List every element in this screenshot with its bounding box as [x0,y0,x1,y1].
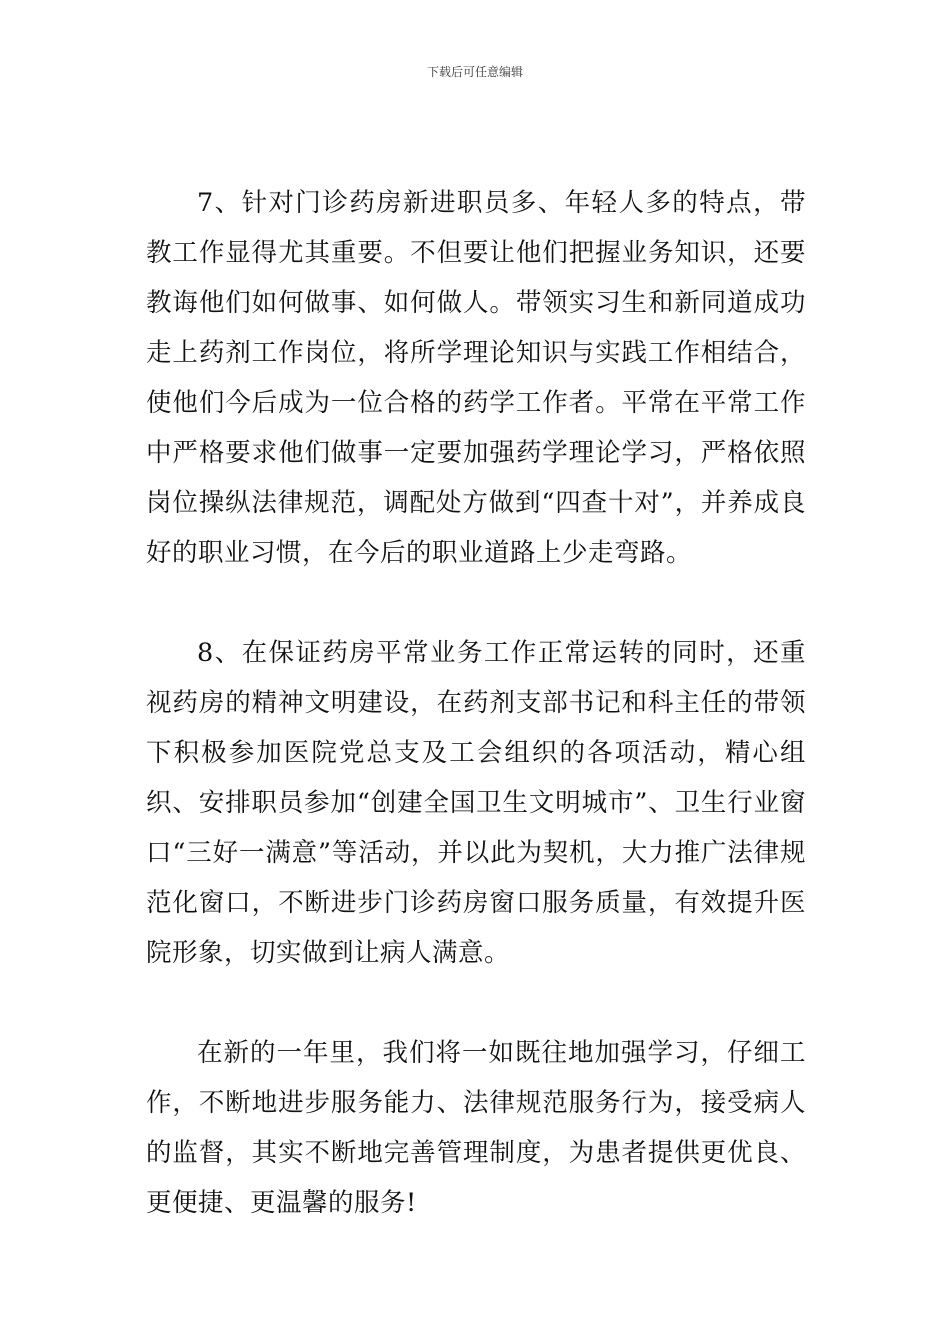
paragraph-item-8: 8、在保证药房平常业务工作正常运转的同时，还重视药房的精神文明建设，在药剂支部书记和科主任的带领下积极参加医院党总支及工会组织的各项活动，精心组织、安排职员参加“创建全国卫生文明城市”、卫生行业窗口“三好一满意”等活动，并以此为契机，大力推广法律规范化窗口，不断进步门诊药房窗口服务质量，有效提升医院形象，切实做到让病人满意。 [146,638,806,968]
paragraph-closing: 在新的一年里，我们将一如既往地加强学习，仔细工作，不断地进步服务能力、法律规范服务行为，接受病人的监督，其实不断地完善管理制度，为患者提供更优良、更便捷、更温馨的服务! [146,1038,806,1218]
page-header: 下载后可任意编辑 [426,65,523,79]
document-body [146,178,806,1228]
paragraph-item-7: 7、针对门诊药房新进职员多、年轻人多的特点，带教工作显得尤其重要。不但要让他们把握业务知识，还要教诲他们如何做事、如何做人。带领实习生和新同道成功走上药剂工作岗位，将所学理论知识与实践工作相结合，使他们今后成为一位合格的药学工作者。平常在平常工作中严格要求他们做事一定要加强药学理论学习，严格依照岗位操纵法律规范，调配处方做到“四查十对”，并养成良好的职业习惯，在今后的职业道路上少走弯路。 [146,188,806,568]
